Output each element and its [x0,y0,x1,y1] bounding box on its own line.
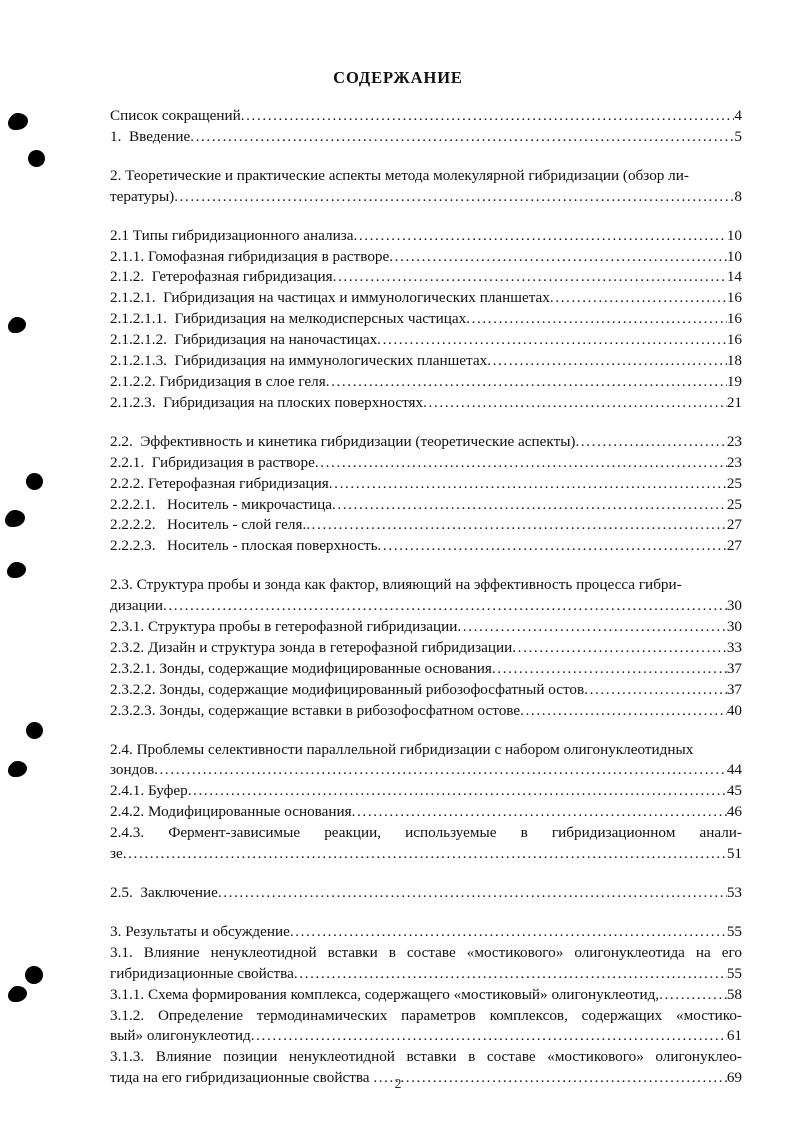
dot-leader [466,311,727,326]
toc-entry[interactable] [110,453,742,474]
toc-entry-label: 2.3.1. Структура пробы в гетерофазной гибридизации [110,618,458,636]
toc-entry-label: 2.1.2.1.2. Гибридизация на наночастицах [110,331,378,349]
dot-leader [377,332,727,347]
toc-entry[interactable] [110,781,742,802]
toc-entry[interactable] [110,985,742,1006]
dot-leader [353,228,726,243]
toc-entry-label: 2.2.2.2. Носитель - слой геля. [110,516,307,534]
toc-entry-label: тературы) [110,187,175,205]
toc-entry-label: 2.1.2. Гетерофазная гибридизация [110,268,333,286]
dot-leader [163,598,727,613]
toc-entry-page: 18 [726,352,742,370]
scan-dot-2 [26,473,43,490]
toc-entry-page: 27 [726,516,742,534]
toc-entry-label: 2.3.2. Дизайн и структура зонда в гетерофазной гибридизации [110,638,513,656]
dot-leader [294,966,727,981]
dot-leader [584,682,727,697]
toc-entry-page: 14 [726,268,742,286]
toc-block [110,740,742,865]
dot-leader [352,804,727,819]
toc-entry[interactable] [110,515,742,536]
toc-block [110,883,742,904]
toc-entry-label: 3. Результаты и обсуждение [110,922,290,940]
toc-entry-group[interactable] [110,823,742,865]
toc-entry-page: 25 [726,474,742,492]
toc-entry-label: 2.5. Заключение [110,884,218,901]
toc-entry-page: 30 [726,597,742,615]
toc-entry-label: вый» олигонуклеотид [110,1027,251,1045]
toc-entry[interactable] [110,393,742,414]
toc-entry-label: 2.1.2.1.1. Гибридизация на мелкодисперсных частицах [110,310,467,328]
toc-entry-group[interactable] [110,575,742,617]
dot-leader [154,762,727,777]
toc-entry-label: зондов [110,761,155,779]
toc-entry-continuation: 2.3. Структура пробы и зонда как фактор, влияющий на эффективность процесса гибри- [110,576,682,594]
dot-leader [575,434,726,449]
toc-entry-page: 58 [726,985,742,1003]
toc-block [110,226,742,414]
dot-leader [326,374,727,389]
toc-entry[interactable] [110,187,742,208]
toc-entry[interactable] [110,226,742,247]
scan-blob-3 [6,510,25,527]
toc-block [110,575,742,721]
toc-block [110,106,742,148]
toc-entry-continuation: 2. Теоретические и практические аспекты метода молекулярной гибридизации (обзор ли- [110,166,689,184]
toc-entry-continuation: 3.1.2. Определение термодинамических параметров комплексов, содержащих «мостико- [110,1006,742,1024]
toc-entry-page: 61 [726,1027,742,1045]
dot-leader [378,538,727,553]
toc-entry-page: 16 [726,289,742,307]
toc-entry-label: тида на его гибридизационные свойства [110,1069,374,1087]
toc-entry-page: 40 [726,701,742,719]
toc-entry-group[interactable] [110,166,742,208]
toc-entry[interactable] [110,964,742,985]
toc-entry[interactable] [110,883,742,904]
toc-entry-page: 4 [734,107,742,124]
toc-entry-label: 2.2. Эффективность и кинетика гибридизации (теоретические аспекты) [110,432,576,450]
dot-leader [332,497,727,512]
toc-entry-page: 55 [726,964,742,982]
toc-entry-page: 10 [726,226,742,244]
toc-entry-page: 69 [726,1069,742,1087]
scan-dot-1 [28,150,45,167]
toc-entry-label: 2.1 Типы гибридизационного анализа [110,226,354,244]
toc-entry-continuation: 3.1.3. Влияние позиции ненуклеотидной вставки в составе «мостикового» олигонуклео- [110,1048,742,1066]
toc-entry[interactable] [110,596,742,617]
toc-entry-page: 8 [734,187,742,205]
scan-blob-4 [8,562,26,578]
toc-entry-page: 45 [726,782,742,800]
toc-entry-label: дизации [110,597,163,615]
toc-entry-label: 2.2.2.1. Носитель - микрочастица [110,495,332,513]
toc-entry[interactable] [110,267,742,288]
dot-leader [218,885,727,900]
toc-entry-label: 2.1.2.2. Гибридизация в слое геля [110,372,326,390]
toc-entry-page: 25 [726,495,742,513]
dot-leader [290,924,727,939]
toc-entry-label: 2.1.1. Гомофазная гибридизация в растворе [110,247,390,265]
toc-entry-label: 2.1.2.1. Гибридизация на частицах и иммунологических планшетах [110,289,550,307]
toc-entry-label: 1. Введение [110,127,191,145]
toc-entry-page: 5 [734,127,742,145]
dot-leader [306,517,727,532]
toc-entry-page: 23 [726,453,742,471]
toc-entry-page: 27 [726,537,742,555]
toc-entry[interactable] [110,495,742,516]
toc-entry-label: 2.1.2.1.3. Гибридизация на иммунологических планшетах [110,352,488,370]
scan-blob-2 [9,317,26,333]
toc-entry[interactable] [110,922,742,943]
toc-entry-page: 37 [726,659,742,677]
toc-entry-page: 33 [726,638,742,656]
dot-leader [251,1028,727,1043]
scan-blob-1 [9,113,28,130]
table-of-contents [110,106,742,1089]
dot-leader [512,640,727,655]
page-title: СОДЕРЖАНИЕ [333,68,463,87]
dot-leader [188,783,727,798]
toc-entry-label: 2.2.2.3. Носитель - плоская поверхность [110,537,378,555]
toc-entry[interactable] [110,638,742,659]
page-number: 2 [394,1076,402,1091]
toc-entry[interactable] [110,247,742,268]
toc-entry-continuation: 2.4. Проблемы селективности параллельной гибридизации с набором олигонуклеотидных [110,740,694,758]
dot-leader [389,249,727,264]
toc-entry-group[interactable] [110,943,742,985]
dot-leader [241,108,735,123]
toc-entry-label: 2.3.2.1. Зонды, содержащие модифицированные основания [110,659,492,677]
toc-entry[interactable] [110,844,742,865]
toc-entry[interactable] [110,106,742,127]
dot-leader [315,455,727,470]
toc-entry-page: 51 [726,845,742,863]
toc-entry-label: 2.3.2.2. Зонды, содержащие модифицированный рибозофосфатный остов [110,680,585,698]
dot-leader [520,703,727,718]
toc-entry-page: 30 [726,618,742,636]
toc-entry-page: 37 [726,680,742,698]
toc-entry[interactable] [110,659,742,680]
toc-entry-page: 46 [726,803,742,821]
toc-entry-group[interactable] [110,1006,742,1048]
toc-entry-page: 53 [726,884,742,901]
dot-leader [329,476,727,491]
dot-leader [333,269,727,284]
toc-entry-label: 3.1.1. Схема формирования комплекса, содержащего «мостиковый» олигонуклеотид, [110,985,660,1003]
dot-leader [123,846,727,861]
toc-entry-label: 2.3.2.3. Зонды, содержащие вставки в рибозофосфатном остове [110,701,521,719]
toc-entry-label: Список сокращений [110,107,241,124]
toc-entry-page: 19 [726,372,742,390]
toc-entry-page: 16 [726,331,742,349]
toc-entry-page: 55 [726,922,742,940]
toc-entry-page: 44 [726,761,742,779]
toc-entry[interactable] [110,680,742,701]
toc-entry-label: 2.2.2. Гетерофазная гибридизация [110,474,329,492]
toc-entry[interactable] [110,701,742,722]
scan-dot-3 [26,722,43,739]
dot-leader [190,129,734,144]
toc-entry[interactable] [110,536,742,557]
toc-entry[interactable] [110,288,742,309]
toc-entry-continuation: 2.4.3. Фермент-зависимые реакции, используемые в гибридизационном анали- [110,824,742,842]
toc-block [110,166,742,208]
toc-entry-label: гибридизационные свойства [110,964,294,982]
toc-block [110,922,742,1089]
scan-blob-6 [9,986,27,1002]
toc-entry-label: 2.4.2. Модифицированные основания [110,803,352,821]
toc-entry-label: 2.1.2.3. Гибридизация на плоских поверхностях [110,393,424,411]
toc-entry[interactable] [110,432,742,453]
toc-entry-continuation: 3.1. Влияние ненуклеотидной вставки в составе «мостикового» олигонуклеотида на его [110,943,742,961]
toc-entry-page: 23 [726,432,742,450]
toc-entry[interactable] [110,127,742,148]
toc-entry-label: зе [110,845,123,863]
dot-leader [659,987,727,1002]
toc-entry[interactable] [110,1026,742,1047]
dot-leader [550,290,727,305]
toc-entry-label: 2.2.1. Гибридизация в растворе [110,453,315,471]
dot-leader [457,619,726,634]
toc-entry[interactable] [110,330,742,351]
toc-entry-group[interactable] [110,740,742,782]
toc-entry[interactable] [110,372,742,393]
toc-entry[interactable] [110,802,742,823]
toc-block [110,432,742,557]
scan-blob-5 [9,761,27,777]
toc-entry[interactable] [110,351,742,372]
dot-leader [174,189,734,204]
toc-entry[interactable] [110,760,742,781]
dot-leader [487,353,727,368]
toc-entry-page: 10 [726,247,742,265]
dot-leader [423,395,727,410]
toc-entry[interactable] [110,474,742,495]
toc-entry-label: 2.4.1. Буфер [110,782,188,800]
dot-leader [492,661,727,676]
scan-dot-4 [25,966,43,984]
toc-entry[interactable] [110,309,742,330]
toc-entry[interactable] [110,617,742,638]
toc-entry-page: 21 [726,393,742,411]
toc-entry-page: 16 [726,310,742,328]
